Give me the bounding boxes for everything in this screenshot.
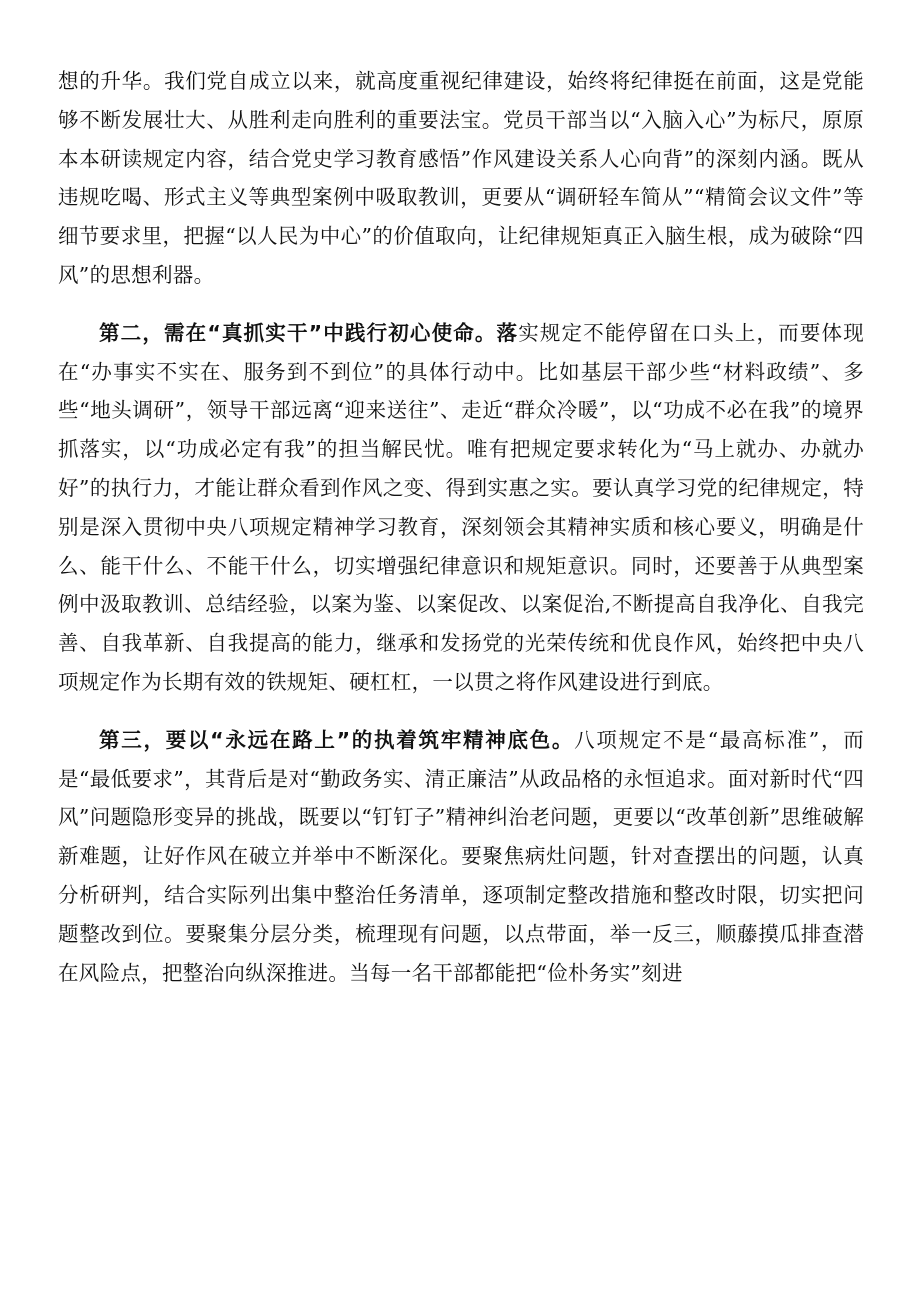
document-page <box>58 62 864 1011</box>
paragraph-3 <box>58 721 864 993</box>
paragraph-2-text: 实规定不能停留在口头上，而要体现在“办事实不实在、服务到不到位”的具体行动中。比如基层干部少些“材料政绩”、多些“地头调研”，领导干部远离“迎来送往”、走近“群众冷暖”，以“功成不必在我”的境界抓落实，以“功成必定有我”的担当解民忧。唯有把规定要求转化为“马上就办、办就办好”的执行力，才能让群众看到作风之变、得到实惠之实。要认真学习党的纪律规定，特别是深入贯彻中央八项规定精神学习教育，深刻领会其精神实质和核心要义，明确是什么、能干什么、不能干什么，切实增强纪律意识和规矩意识。同时，还要善于从典型案例中汲取教训、总结经验，以案为鉴、以案促改、以案促治,不断提高自我净化、自我完善、自我革新、自我提高的能力，继承和发扬党的光荣传统和优良作风，始终把中央八项规定作为长期有效的铁规矩、硬杠杠，一以贯之将作风建设进行到底。 <box>58 320 864 694</box>
paragraph-3-lead: 第三，要以“永远在路上”的执着筑牢精神底色。 <box>99 727 575 752</box>
paragraph-1-text: 想的升华。我们党自成立以来，就高度重视纪律建设，始终将纪律挺在前面，这是党能够不断发展壮大、从胜利走向胜利的重要法宝。党员干部当以“入脑入心”为标尺，原原本本研读规定内容，结合党史学习教育感悟”作风建设关系人心向背”的深刻内涵。既从违规吃喝、形式主义等典型案例中吸取教训，更要从“调研轻车简从”“精简会议文件”等细节要求里，把握“以人民为中心”的价值取向，让纪律规矩真正入脑生根，成为破除“四风”的思想利器。 <box>58 69 864 287</box>
paragraph-1 <box>58 62 864 295</box>
paragraph-3-text: 八项规定不是“最高标准”，而是“最低要求”，其背后是对“勤政务实、清正廉洁”从政品格的永恒追求。面对新时代“四风”问题隐形变异的挑战，既要以“钉钉子”精神纠治老问题，更要以“改革创新”思维破解新难题，让好作风在破立并举中不断深化。要聚焦病灶问题，针对查摆出的问题，认真分析研判，结合实际列出集中整治任务清单，逐项制定整改措施和整改时限，切实把问题整改到位。要聚集分层分类，梳理现有问题，以点带面，举一反三，顺藤摸瓜排查潜在风险点，把整治向纵深推进。当每一名干部都能把“俭朴务实”刻进 <box>58 727 864 985</box>
paragraph-2-lead: 第二，需在“真抓实干”中践行初心使命。落 <box>99 320 519 345</box>
paragraph-2 <box>58 314 864 702</box>
